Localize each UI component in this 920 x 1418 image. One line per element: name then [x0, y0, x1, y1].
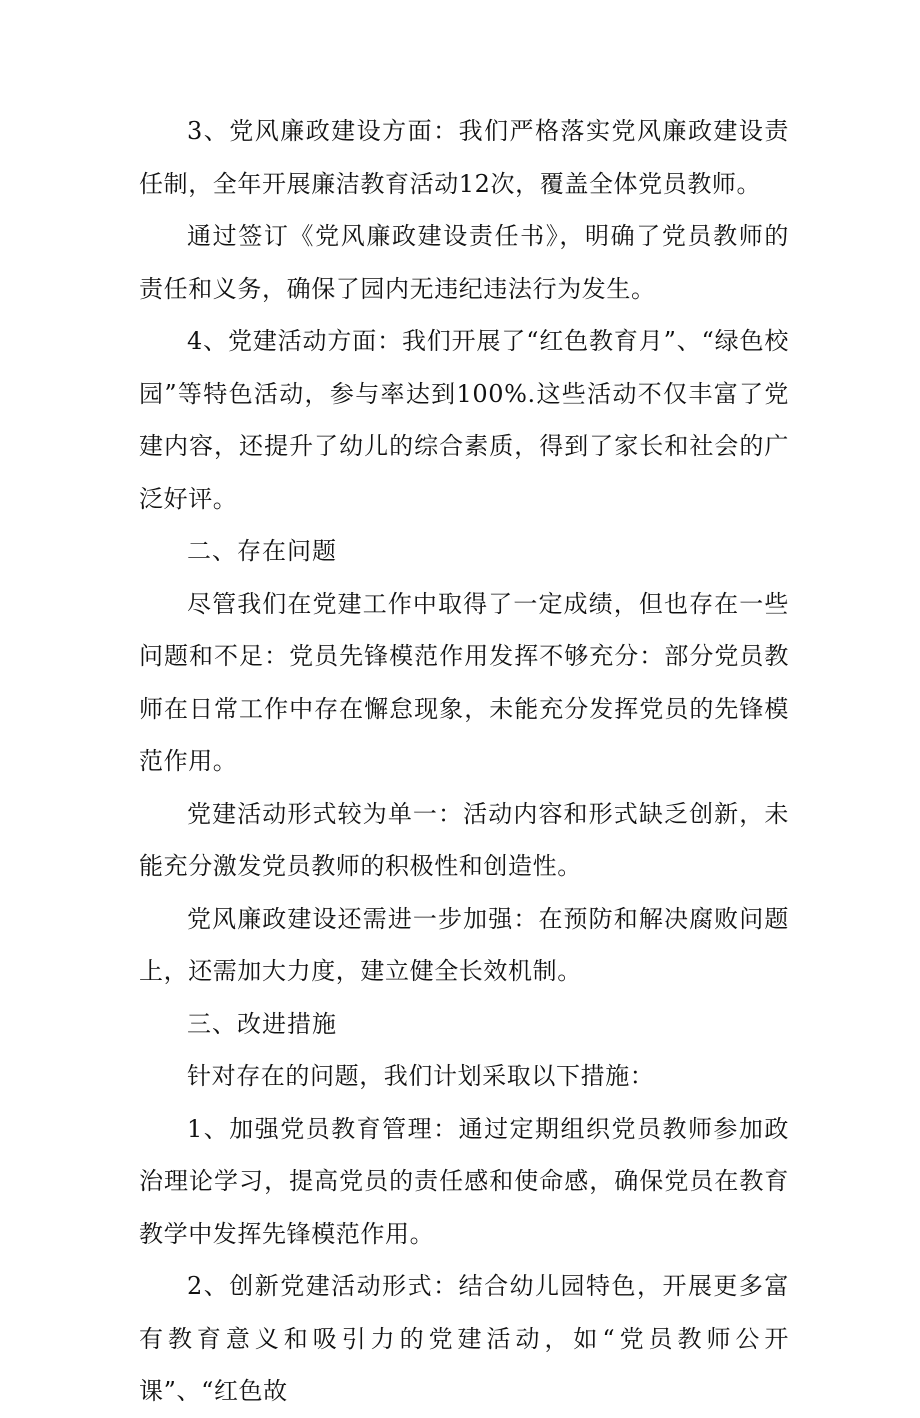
- document-body: [139, 105, 789, 1418]
- section-heading-improvements: 三、改进措施: [187, 1009, 337, 1038]
- paragraph-integrity-issue: 党风廉政建设还需进一步加强：在预防和解决腐败问题上，还需加大力度，建立健全长效机制。: [139, 904, 789, 985]
- paragraph-party-integrity: 3、党风廉政建设方面：我们严格落实党风廉政建设责任制，全年开展廉洁教育活动12次，覆盖全体党员教师。: [139, 117, 789, 198]
- paragraph-measure-innovation: 2、创新党建活动形式：结合幼儿园特色，开展更多富有教育意义和吸引力的党建活动，如“党员教师公开课”、“红色故: [139, 1272, 789, 1405]
- paragraph-responsibility-letter: 通过签订《党风廉政建设责任书》，明确了党员教师的责任和义务，确保了园内无违纪违法行为发生。: [139, 222, 789, 303]
- paragraph-activity-form-issue: 党建活动形式较为单一：活动内容和形式缺乏创新，未能充分激发党员教师的积极性和创造性。: [139, 799, 789, 880]
- paragraph-measure-education: 1、加强党员教育管理：通过定期组织党员教师参加政治理论学习，提高党员的责任感和使命感，确保党员在教育教学中发挥先锋模范作用。: [139, 1114, 789, 1248]
- paragraph-measures-intro: 针对存在的问题，我们计划采取以下措施：: [187, 1062, 655, 1090]
- section-heading-problems: 二、存在问题: [187, 537, 337, 565]
- paragraph-party-activities: 4、党建活动方面：我们开展了“红色教育月”、“绿色校园”等特色活动，参与率达到100%.这些活动不仅丰富了党建内容，还提升了幼儿的综合素质，得到了家长和社会的广泛好评。: [139, 327, 789, 513]
- paragraph-problems-overview: 尽管我们在党建工作中取得了一定成绩，但也存在一些问题和不足：党员先锋模范作用发挥不够充分：部分党员教师在日常工作中存在懈怠现象，未能充分发挥党员的先锋模范作用。: [139, 589, 789, 775]
